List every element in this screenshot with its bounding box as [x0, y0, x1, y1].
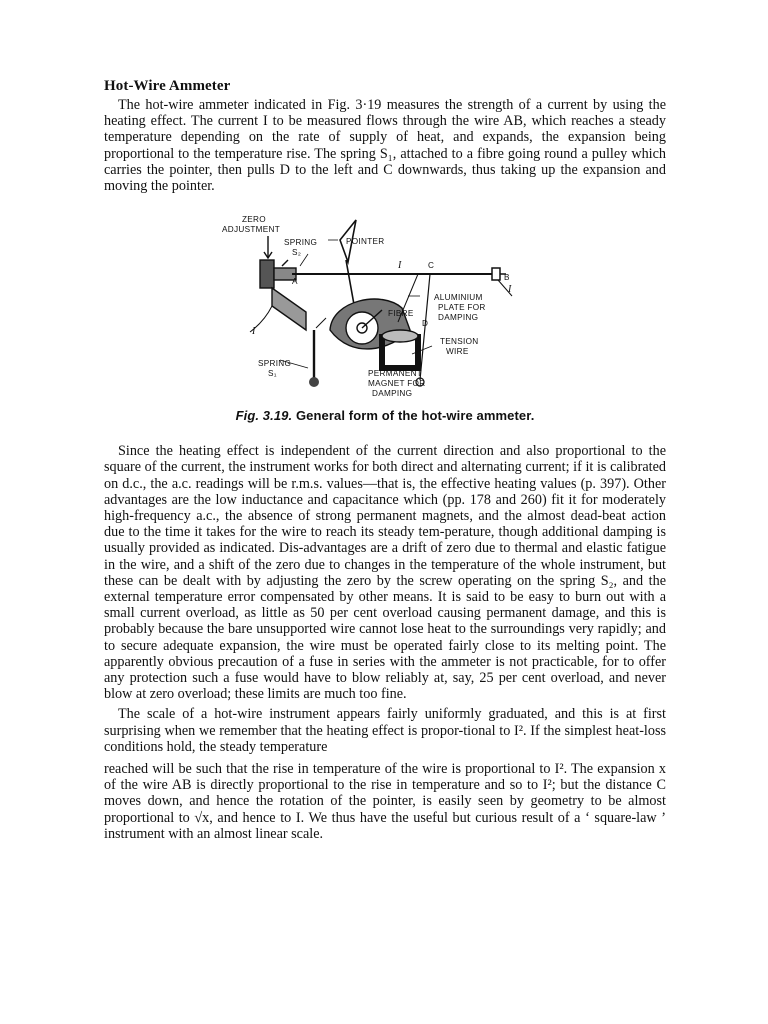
- label-permanent: PERMANENT: [368, 369, 423, 379]
- figure-hot-wire-ammeter: [104, 210, 666, 406]
- label-spring-s2: SPRING: [284, 238, 318, 248]
- label-s2: S₂: [292, 248, 302, 258]
- intro-paragraph: The hot-wire ammeter indicated in Fig. 3·19 measures the strength of a current by using the heating effect. The current I to be measured flows through the wire AB, which reaches a steady temperature depending on the rate of supply of heat, and expands, the expansion being proportional to the temperature rise. The spring S₁, attached to a fibre going round a pulley which carries the pointer, then pulls D to the left and C downwards, thus taking up the expansion and moving the pointer.: [104, 97, 666, 195]
- paragraph-4: reached will be such that the rise in temperature of the wire is proportional to I². The expansion x of the wire AB is directly proportional to the rise in temperature and so to I²; but the distance C moves down, and hence the rotation of the pointer, is easily seen by geometry to be almost proportional to √x, and hence to I. We thus have the useful but curious result of a ‘ square-law ’ instrument with an almost linear scale.: [104, 761, 666, 842]
- label-adjustment: ADJUSTMENT: [222, 225, 281, 235]
- label-magnet-for: MAGNET FOR: [368, 379, 426, 389]
- paragraph-3: The scale of a hot-wire instrument appears fairly uniformly graduated, and this is at first surprising when we remember that the heating effect is propor-tional to I². If the simplest heat-loss conditions hold, the steady temperature: [104, 706, 666, 755]
- label-current-top: I: [398, 260, 402, 272]
- page: [104, 78, 666, 842]
- label-d: D: [422, 319, 429, 329]
- figure-caption-text: General form of the hot-wire ammeter.: [295, 408, 535, 424]
- label-s1: S₁: [268, 369, 277, 379]
- label-fibre: FIBRE: [388, 309, 414, 319]
- label-zero: ZERO: [242, 215, 266, 225]
- label-c: C: [428, 261, 435, 271]
- label-damping-magnet: DAMPING: [372, 389, 413, 399]
- label-plate-for: PLATE FOR: [438, 303, 486, 313]
- label-current-left: I: [252, 326, 256, 338]
- ammeter-diagram: [222, 210, 522, 406]
- figure-number: Fig. 3.19.: [235, 408, 293, 424]
- label-a: A: [292, 277, 298, 287]
- label-b: B: [504, 273, 510, 283]
- paragraph-2: Since the heating effect is independent of the current direction and also proportional to the square of the current, the instrument works for both direct and alternating current; if it is calibrated on d.c., the a.c. readings will be r.m.s. values—that is, the effective heating values (p. 397). Other advantages are the low inductance and capacitance which (pp. 178 and 260) fit it for moderately high-frequency a.c., the absence of strong permanent magnets, and the almost dead-beat action due to the time it takes for the wire to reach its steady tem-perature, though additional damping is usually provided as indicated. Dis-advantages are a drift of zero due to thermal and elastic fatigue in the wire, and a shift of the zero due to changes in the temperature of the whole instrument, but these can be dealt with by adjusting the zero by the screw operating on the spring S₂, and the external temperature error compensated by other means. It is said to be easy to burn out with a small current overload, as little as 50 per cent overload causing permanent damage, and this is probably because the bare unsupported wire cannot lose heat to the surroundings very rapidly; and to secure adequate expansion, the wire must be operated fairly close to its melting point. The apparently obvious precaution of a fuse in series with the ammeter is not practicable, for to offer any protection such a fuse would have to blow reliably at, say, 25 per cent overload, and never blow at zero overload; these limits are much too fine.: [104, 443, 666, 703]
- terminal-b: [492, 268, 500, 280]
- label-current-b: I: [508, 284, 512, 296]
- label-damping-plate: DAMPING: [438, 313, 479, 323]
- label-pointer: POINTER: [346, 237, 385, 247]
- label-wire: WIRE: [446, 347, 469, 357]
- label-aluminium: ALUMINIUM: [434, 293, 483, 303]
- label-tension: TENSION: [440, 337, 479, 347]
- label-spring-s1: SPRING: [258, 359, 292, 369]
- figure-caption: [104, 408, 666, 423]
- section-heading: Hot-Wire Ammeter: [104, 78, 231, 94]
- permanent-magnet: [382, 330, 418, 368]
